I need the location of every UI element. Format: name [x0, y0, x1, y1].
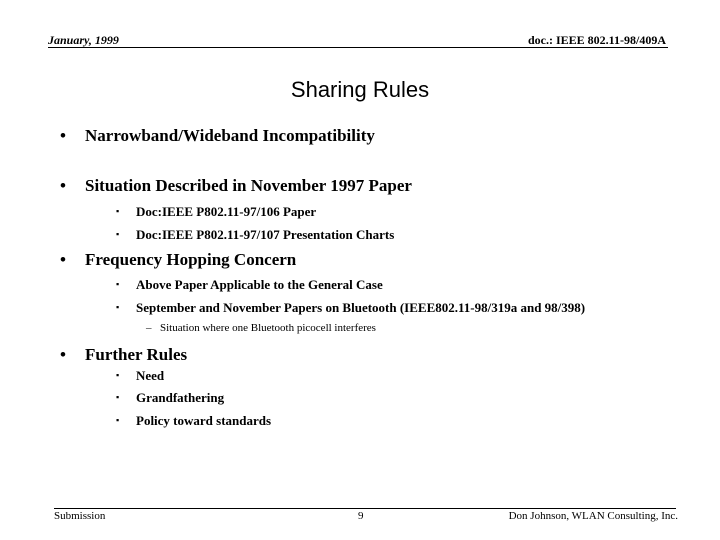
bullet-text: Doc:IEEE P802.11-97/107 Presentation Charts [136, 227, 395, 242]
bullet-square-icon: ▪ [116, 415, 120, 425]
bullet-square-icon: ▪ [116, 302, 120, 312]
bullet-square-icon: ▪ [116, 392, 120, 402]
footer-page-number: 9 [358, 510, 364, 522]
bullet-level1 [60, 250, 296, 270]
bullet-level3 [146, 322, 376, 334]
bullet-level2 [116, 368, 164, 384]
bullet-dash-icon: – [146, 322, 152, 334]
bullet-text: Further Rules [85, 345, 188, 364]
bullet-text: Situation where one Bluetooth picocell interferes [160, 322, 376, 334]
bullet-level1 [60, 126, 375, 146]
header-divider [48, 47, 668, 48]
bullet-square-icon: ▪ [116, 206, 120, 216]
slide-title: Sharing Rules [290, 77, 430, 102]
bullet-text: Frequency Hopping Concern [85, 250, 297, 269]
bullet-text: Need [136, 368, 165, 383]
bullet-dot-icon: • [60, 176, 66, 195]
bullet-text: Grandfathering [136, 390, 225, 405]
bullet-level2 [116, 300, 585, 316]
bullet-text: Above Paper Applicable to the General Case [136, 277, 383, 292]
bullet-level2 [116, 390, 224, 406]
bullet-text: September and November Papers on Bluetooth (IEEE802.11-98/319a and 98/398) [136, 300, 586, 315]
bullet-level2 [116, 277, 383, 293]
footer-divider [54, 508, 676, 509]
bullet-dot-icon: • [60, 126, 66, 145]
footer-author: Don Johnson, WLAN Consulting, Inc. [508, 510, 678, 522]
bullet-text: Narrowband/Wideband Incompatibility [85, 126, 375, 145]
bullet-square-icon: ▪ [116, 229, 120, 239]
bullet-level2 [116, 204, 316, 220]
bullet-level2 [116, 413, 271, 429]
bullet-square-icon: ▪ [116, 279, 120, 289]
bullet-dot-icon: • [60, 250, 66, 269]
bullet-dot-icon: • [60, 345, 66, 364]
bullet-level2 [116, 227, 394, 243]
bullet-text: Policy toward standards [136, 413, 272, 428]
header-date: January, 1999 [48, 33, 119, 47]
bullet-square-icon: ▪ [116, 370, 120, 380]
footer-submission: Submission [54, 510, 106, 522]
header-doc-id: doc.: IEEE 802.11-98/409A [527, 33, 666, 47]
bullet-level1 [60, 176, 412, 196]
bullet-level1 [60, 345, 187, 365]
bullet-text: Situation Described in November 1997 Paper [85, 176, 412, 195]
bullet-text: Doc:IEEE P802.11-97/106 Paper [136, 204, 317, 219]
